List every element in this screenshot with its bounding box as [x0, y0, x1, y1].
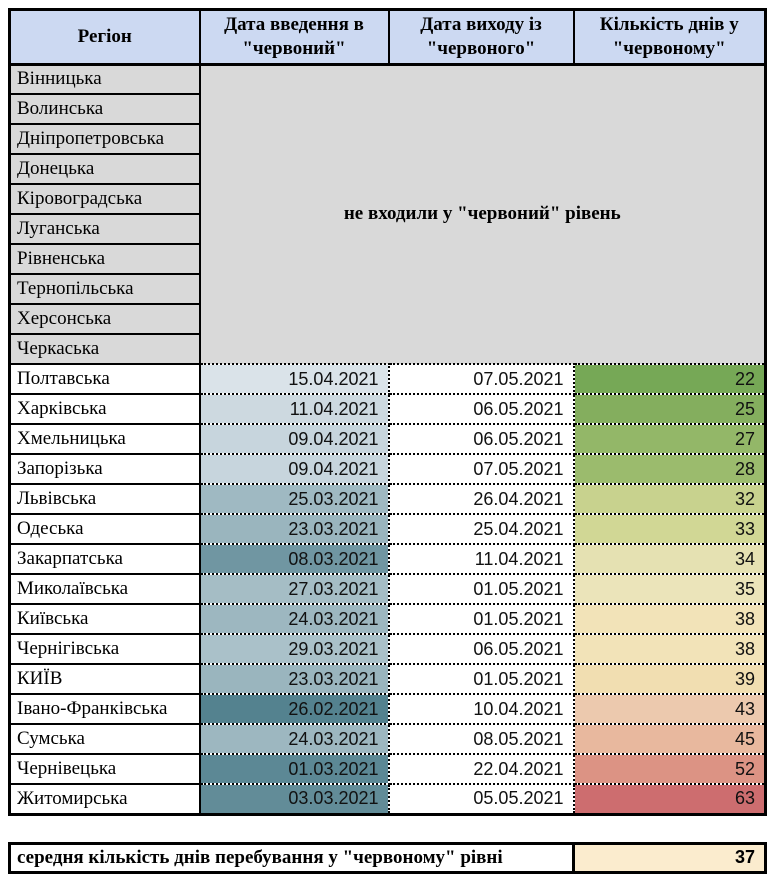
date-out-cell: 11.04.2021	[389, 544, 574, 574]
days-count-cell: 43	[574, 694, 766, 724]
date-out-cell: 06.05.2021	[389, 634, 574, 664]
region-name-cell: Полтавська	[10, 364, 200, 394]
date-in-cell: 24.03.2021	[200, 604, 389, 634]
days-count-cell: 28	[574, 454, 766, 484]
date-out-cell: 07.05.2021	[389, 454, 574, 484]
table-row	[10, 514, 766, 544]
days-count-cell: 39	[574, 664, 766, 694]
date-out-cell: 08.05.2021	[389, 724, 574, 754]
days-count-cell: 52	[574, 754, 766, 784]
column-header-region: Регіон	[10, 10, 200, 65]
table-row	[10, 784, 766, 814]
date-out-cell: 26.04.2021	[389, 484, 574, 514]
date-out-cell: 05.05.2021	[389, 784, 574, 814]
region-name-cell: Донецька	[10, 154, 200, 184]
table-row	[10, 424, 766, 454]
average-days-row	[10, 843, 766, 872]
region-name-cell: Луганська	[10, 214, 200, 244]
table-row	[10, 604, 766, 634]
region-name-cell: Тернопільська	[10, 274, 200, 304]
date-in-cell: 23.03.2021	[200, 664, 389, 694]
days-count-cell: 45	[574, 724, 766, 754]
date-out-cell: 06.05.2021	[389, 394, 574, 424]
table-row	[10, 754, 766, 784]
days-count-cell: 35	[574, 574, 766, 604]
table-row	[10, 694, 766, 724]
date-in-cell: 03.03.2021	[200, 784, 389, 814]
date-in-cell: 25.03.2021	[200, 484, 389, 514]
days-count-cell: 33	[574, 514, 766, 544]
table-row	[10, 634, 766, 664]
date-out-cell: 07.05.2021	[389, 364, 574, 394]
date-out-cell: 25.04.2021	[389, 514, 574, 544]
date-in-cell: 09.04.2021	[200, 424, 389, 454]
table-row	[10, 484, 766, 514]
region-name-cell: Запорізька	[10, 454, 200, 484]
average-days-label: середня кількість днів перебування у "червоному" рівні	[10, 843, 574, 872]
date-in-cell: 01.03.2021	[200, 754, 389, 784]
date-in-cell: 15.04.2021	[200, 364, 389, 394]
column-header-date-out: Дата виходу із "червоного"	[389, 10, 574, 65]
days-count-cell: 38	[574, 634, 766, 664]
date-out-cell: 01.05.2021	[389, 664, 574, 694]
region-name-cell: Рівненська	[10, 244, 200, 274]
date-out-cell: 01.05.2021	[389, 574, 574, 604]
table-row	[10, 664, 766, 694]
date-out-cell: 10.04.2021	[389, 694, 574, 724]
region-name-cell: Івано-Франківська	[10, 694, 200, 724]
region-name-cell: Житомирська	[10, 784, 200, 814]
region-name-cell: Одеська	[10, 514, 200, 544]
date-in-cell: 26.02.2021	[200, 694, 389, 724]
table-row	[10, 364, 766, 394]
region-name-cell: КИЇВ	[10, 664, 200, 694]
region-name-cell: Сумська	[10, 724, 200, 754]
no-red-note-cell: не входили у "червоний" рівень	[200, 64, 766, 364]
table-row	[10, 544, 766, 574]
region-name-cell: Закарпатська	[10, 544, 200, 574]
column-header-days: Кількість днів у "червоному"	[574, 10, 766, 65]
date-in-cell: 24.03.2021	[200, 724, 389, 754]
header-row	[10, 10, 766, 65]
region-name-cell: Миколаївська	[10, 574, 200, 604]
average-days-table	[8, 842, 767, 874]
date-in-cell: 08.03.2021	[200, 544, 389, 574]
red-zone-table	[8, 8, 767, 816]
date-out-cell: 06.05.2021	[389, 424, 574, 454]
red-zone-rows-section	[10, 364, 766, 814]
no-red-row	[10, 64, 766, 94]
date-in-cell: 09.04.2021	[200, 454, 389, 484]
region-name-cell: Кіровоградська	[10, 184, 200, 214]
region-name-cell: Київська	[10, 604, 200, 634]
date-out-cell: 22.04.2021	[389, 754, 574, 784]
region-name-cell: Львівська	[10, 484, 200, 514]
date-in-cell: 23.03.2021	[200, 514, 389, 544]
no-red-section	[10, 64, 766, 364]
region-name-cell: Дніпропетровська	[10, 124, 200, 154]
table-row	[10, 724, 766, 754]
region-name-cell: Херсонська	[10, 304, 200, 334]
days-count-cell: 32	[574, 484, 766, 514]
column-header-date-in: Дата введення в "червоний"	[200, 10, 389, 65]
table-row	[10, 394, 766, 424]
region-name-cell: Хмельницька	[10, 424, 200, 454]
table-row	[10, 454, 766, 484]
date-in-cell: 27.03.2021	[200, 574, 389, 604]
days-count-cell: 38	[574, 604, 766, 634]
region-name-cell: Чернігівська	[10, 634, 200, 664]
days-count-cell: 25	[574, 394, 766, 424]
days-count-cell: 22	[574, 364, 766, 394]
date-in-cell: 29.03.2021	[200, 634, 389, 664]
date-out-cell: 01.05.2021	[389, 604, 574, 634]
region-name-cell: Вінницька	[10, 64, 200, 94]
region-name-cell: Харківська	[10, 394, 200, 424]
table-row	[10, 574, 766, 604]
region-name-cell: Черкаська	[10, 334, 200, 364]
region-name-cell: Волинська	[10, 94, 200, 124]
date-in-cell: 11.04.2021	[200, 394, 389, 424]
region-name-cell: Чернівецька	[10, 754, 200, 784]
average-days-value: 37	[574, 843, 766, 872]
days-count-cell: 34	[574, 544, 766, 574]
days-count-cell: 63	[574, 784, 766, 814]
days-count-cell: 27	[574, 424, 766, 454]
